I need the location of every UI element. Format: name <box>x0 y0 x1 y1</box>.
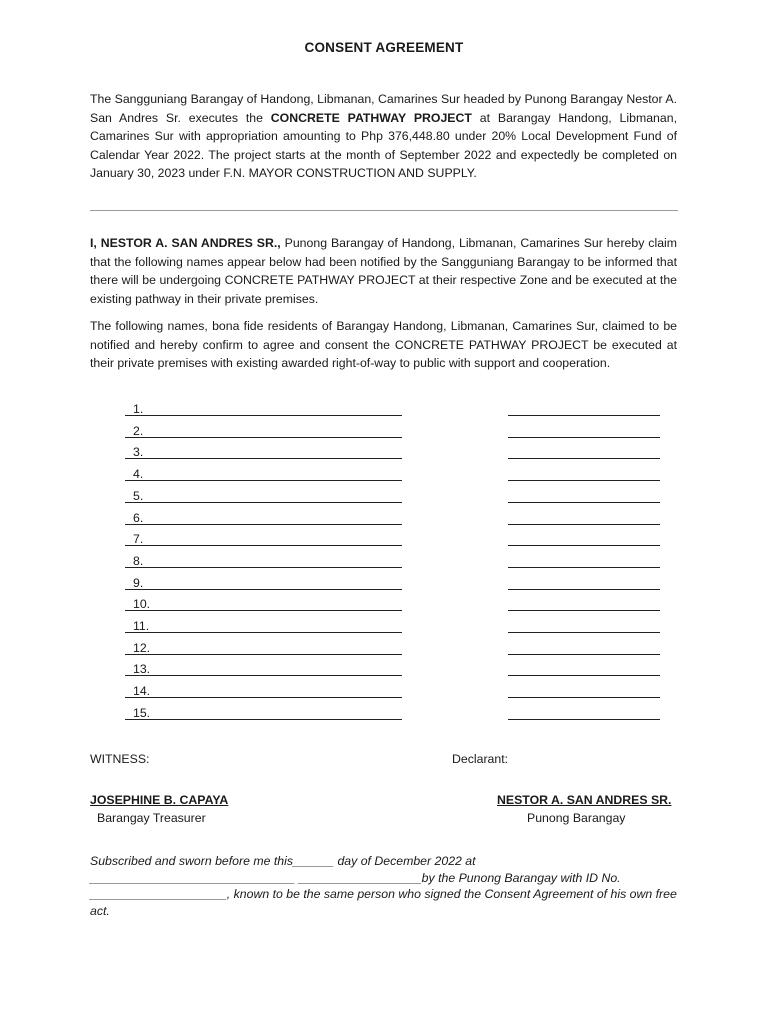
signature-row <box>0 683 768 705</box>
signature-row <box>0 705 768 727</box>
signature-line <box>508 697 660 698</box>
project-name: CONCRETE PATHWAY PROJECT <box>270 110 472 125</box>
sworn-statement: Subscribed and sworn before me this______ day of December 2022 at ______________________________ __________________by the Punong Barangay with ID No. ____________________, known to be the same person who signed the Consent Agreement of his own free act. <box>90 854 677 918</box>
declarant-label: Declarant: <box>452 752 509 766</box>
signature-line <box>508 675 660 676</box>
name-line <box>125 610 402 611</box>
project-description-paragraph <box>90 90 677 183</box>
row-number: 4. <box>133 467 144 482</box>
declaration-paragraph <box>90 234 677 308</box>
signature-row <box>0 575 768 597</box>
signature-line <box>508 589 660 590</box>
signature-row <box>0 661 768 683</box>
horizontal-divider <box>90 210 678 211</box>
name-line <box>125 545 402 546</box>
signature-line <box>508 719 660 720</box>
signature-row <box>0 423 768 445</box>
declarant-position: Punong Barangay <box>527 811 626 825</box>
name-line <box>125 502 402 503</box>
name-line <box>125 654 402 655</box>
declaration-text: Punong Barangay of Handong, Libmanan, Camarines Sur hereby claim that the following names appear below had been notified by the Sangguniang Barangay to be informed that there will be undergoing CONCRETE PATHWAY PROJECT at their respective Zone and be executed at the existing pathway in their private premises. <box>90 236 678 306</box>
signature-line <box>508 437 660 438</box>
signature-line <box>508 480 660 481</box>
name-line <box>125 567 402 568</box>
signature-row <box>0 510 768 532</box>
row-number: 6. <box>133 510 144 525</box>
row-number: 9. <box>133 575 144 590</box>
name-line <box>125 632 402 633</box>
row-number: 15. <box>133 705 151 720</box>
declarant-name: NESTOR A. SAN ANDRES SR. <box>497 793 672 807</box>
witness-name: JOSEPHINE B. CAPAYA <box>90 793 229 807</box>
row-number: 2. <box>133 423 144 438</box>
name-line <box>125 437 402 438</box>
row-number: 10. <box>133 597 151 612</box>
row-number: 14. <box>133 684 151 699</box>
name-line <box>125 719 402 720</box>
name-line <box>125 480 402 481</box>
signature-line <box>508 502 660 503</box>
signature-line <box>508 632 660 633</box>
row-number: 11. <box>133 619 150 633</box>
signature-line <box>508 545 660 546</box>
witness-position: Barangay Treasurer <box>97 811 206 825</box>
row-number: 8. <box>133 553 144 568</box>
name-line <box>125 675 402 676</box>
signature-row <box>0 466 768 488</box>
signature-row <box>0 444 768 466</box>
name-line <box>125 589 402 590</box>
signature-line <box>508 567 660 568</box>
signature-row <box>0 488 768 510</box>
signature-row <box>0 531 768 553</box>
document-title: CONSENT AGREEMENT <box>304 40 464 55</box>
row-number: 1. <box>133 402 144 416</box>
signature-row <box>0 553 768 575</box>
name-line <box>125 458 402 459</box>
consent-paragraph: The following names, bona fide residents of Barangay Handong, Libmanan, Camarines Sur, claimed to be notified and hereby confirm to agree and consent the CONCRETE PATHWAY PROJECT be executed at their private premises with existing awarded right-of-way to public with support and cooperation. <box>90 319 677 371</box>
row-number: 7. <box>133 532 144 547</box>
row-number: 12. <box>133 640 151 655</box>
row-number: 5. <box>133 488 144 503</box>
signature-line <box>508 524 660 525</box>
signature-row <box>0 401 768 423</box>
paragraph1-text-b: at Barangay Handong, Libmanan, Camarines Sur with appropriation amounting to Php 376,448.80 under 20% Local Development Fund of Calendar Year 2022. The project starts at the month of September 2022 and expectedly be completed on January 30, 2023 under F.N. MAYOR CONSTRUCTION AND SUPPLY. <box>90 110 677 181</box>
name-line <box>125 415 402 416</box>
row-number: 3. <box>133 445 144 460</box>
signature-row <box>0 640 768 662</box>
signature-line <box>508 415 660 416</box>
name-line <box>125 524 402 525</box>
row-number: 13. <box>133 662 151 677</box>
signature-line <box>508 654 660 655</box>
signature-row <box>0 596 768 618</box>
signature-row <box>0 618 768 640</box>
name-line <box>125 697 402 698</box>
signature-line <box>508 458 660 459</box>
witness-label: WITNESS: <box>90 752 150 766</box>
signature-line <box>508 610 660 611</box>
paragraph1-text-a: The Sangguniang Barangay of Handong, Libmanan, Camarines Sur headed by Punong Barangay Nestor A. San Andres Sr. executes the <box>90 92 677 125</box>
declarant-intro: I, NESTOR A. SAN ANDRES SR., <box>90 236 281 250</box>
